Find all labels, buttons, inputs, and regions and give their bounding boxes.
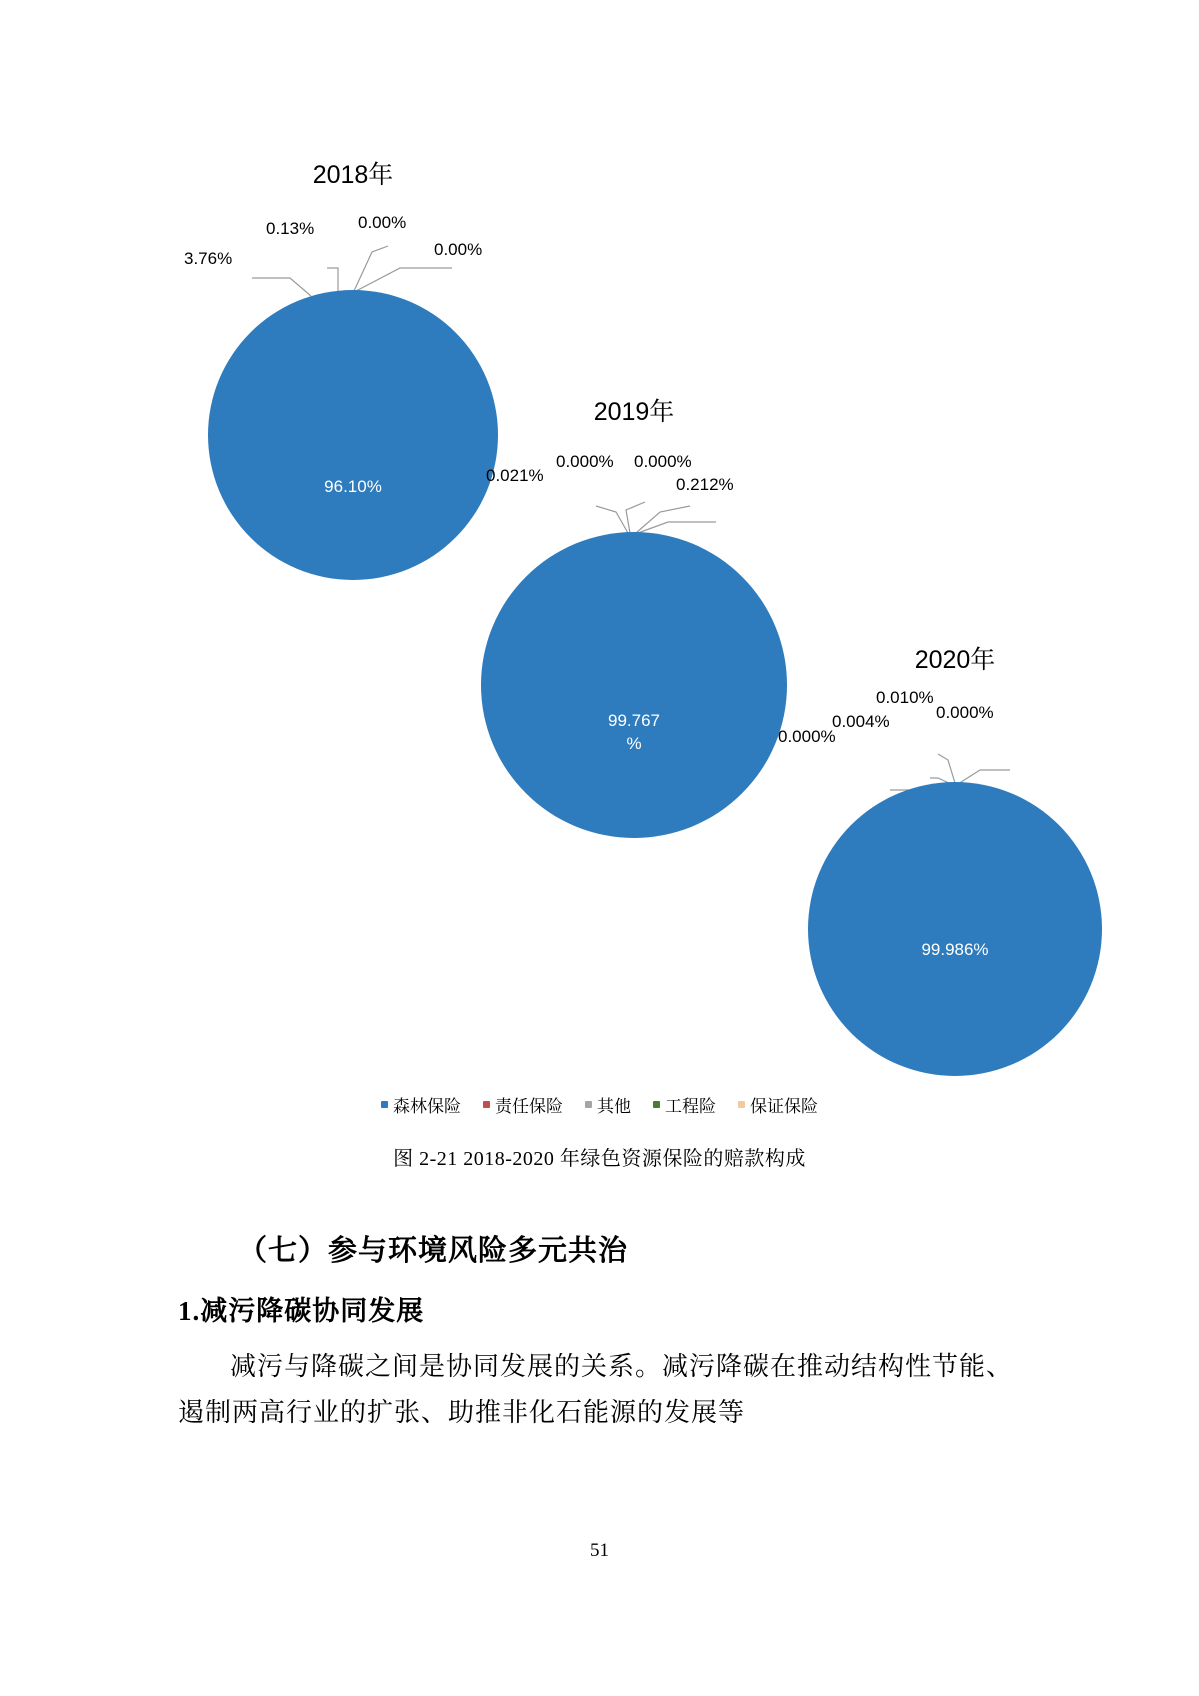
pie-2020-main-label: 99.986% (921, 940, 989, 959)
pie-2020-label-0-000-a: 0.000% (778, 727, 836, 746)
pie-title-2018: 2018年 (312, 161, 394, 189)
pie-2018-main-label: 96.10% (324, 477, 382, 496)
pie-title-2019: 2019年 (593, 398, 675, 426)
document-body (178, 1228, 1028, 1435)
pie-2018-label-3-76: 3.76% (184, 249, 233, 268)
legend-swatch-icon (585, 1101, 592, 1108)
pie-2019-label-0-212: 0.212% (676, 475, 734, 494)
legend-swatch-icon (381, 1101, 388, 1108)
pie-title-2020: 2020年 (914, 646, 996, 674)
legend-swatch-icon (483, 1101, 490, 1108)
legend-swatch-icon (738, 1101, 745, 1108)
section-heading: （七）参与环境风险多元共治 (238, 1235, 629, 1267)
pie-2018-label-0-13: 0.13% (266, 219, 315, 238)
chart-legend (0, 1092, 1199, 1117)
figure-caption: 图 2-21 2018-2020 年绿色资源保险的赔款构成 (393, 1148, 806, 1170)
legend-item-forest[interactable] (381, 1092, 461, 1117)
legend-label: 保证保险 (750, 1097, 818, 1116)
legend-label: 其他 (597, 1097, 631, 1116)
page-number: 51 (590, 1540, 609, 1561)
legend-label: 森林保险 (393, 1097, 461, 1116)
legend-item-guarantee[interactable] (738, 1092, 818, 1117)
legend-label: 工程险 (665, 1097, 716, 1116)
pie-disc-2020 (808, 782, 1102, 1076)
pie-2019-label-0-021: 0.021% (486, 466, 544, 485)
pie-2020-label-0-010: 0.010% (876, 688, 934, 707)
pie-2019-label-0-000-b: 0.000% (634, 452, 692, 471)
pie-disc-2018 (208, 290, 498, 580)
legend-label: 责任保险 (495, 1097, 563, 1116)
pie-2019-label-0-000-a: 0.000% (556, 452, 614, 471)
pie-chart-2019 (481, 392, 787, 753)
pie-disc-2019 (481, 532, 787, 838)
legend-item-engineering[interactable] (653, 1092, 716, 1117)
legend-item-liability[interactable] (483, 1092, 563, 1117)
pie-chart-2020 (808, 640, 1102, 959)
pie-2018-label-0-00-a: 0.00% (358, 213, 407, 232)
subsection-heading: 1.减污降碳协同发展 (178, 1296, 425, 1326)
pie-2019-main-label-line2: % (626, 733, 642, 753)
pie-2020-label-0-004: 0.004% (832, 712, 890, 731)
pie-chart-2018 (208, 155, 498, 496)
pie-2020-label-0-000-b: 0.000% (936, 703, 994, 722)
legend-swatch-icon (653, 1101, 660, 1108)
pie-2019-main-label-line1: 99.767 (608, 711, 660, 730)
body-paragraph: 减污与降碳之间是协同发展的关系。减污降碳在推动结构性节能、遏制两高行业的扩张、助推非化石能源的发展等 (178, 1352, 1014, 1427)
pie-2018-label-0-00-b: 0.00% (434, 240, 483, 259)
legend-item-other[interactable] (585, 1092, 631, 1117)
pie-2019-main-label (589, 710, 679, 756)
